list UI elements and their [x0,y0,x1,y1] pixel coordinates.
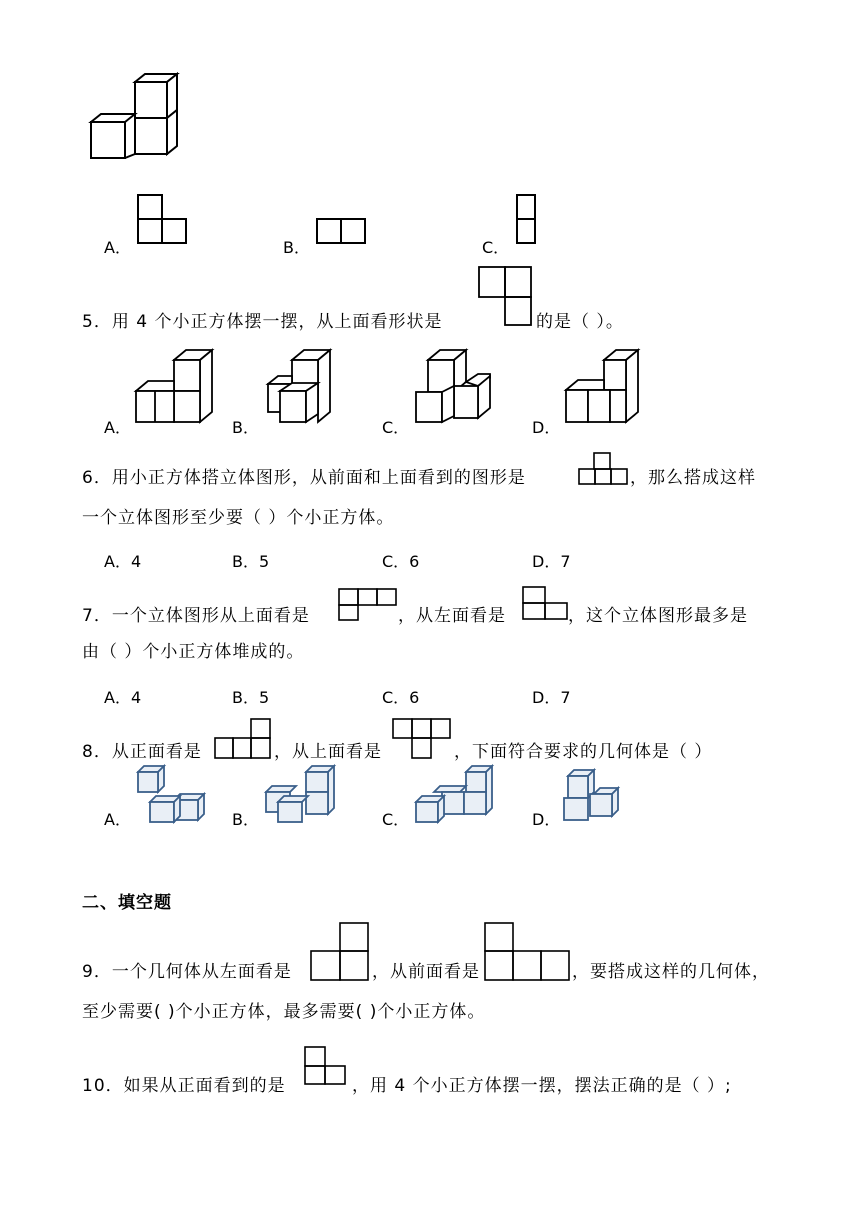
q7-option-c[interactable]: C．6 [382,688,420,707]
q8-option-d-figure [562,764,624,826]
q7-option-a[interactable]: A．4 [104,688,142,707]
q8-option-a-figure [134,764,212,826]
q4-option-c-label[interactable]: C． [482,238,510,257]
q8-option-b-label[interactable]: B． [232,810,259,829]
q8-option-b-figure [262,764,340,826]
q9-left-view-figure [310,922,372,984]
section-heading-fill-blank: 二、填空题 [82,893,172,913]
q9-line1-middle: ，从前面看是 [372,962,480,982]
q6-line1-end: ，那么搭成这样 [630,468,756,488]
q8-top-view-figure [392,718,454,762]
q7-top-view-figure [338,588,398,622]
q6-line1-start: 6．用小正方体搭立体图形，从前面和上面看到的图形是 [82,468,526,488]
q7-line2: 由（ ）个小正方体堆成的。 [82,642,305,662]
q6-view-figure [578,452,630,486]
q4-option-c-figure [516,194,538,246]
q5-option-a-label[interactable]: A． [104,418,131,437]
q5-text-start: 5．用 4 个小正方体摆一摆，从上面看形状是 [82,312,443,332]
q6-option-d[interactable]: D．7 [532,552,571,571]
q5-option-c-label[interactable]: C． [382,418,410,437]
q8-front-view-figure [214,718,274,762]
q8-option-c-figure [414,764,494,826]
q4-option-b-label[interactable]: B． [283,238,310,257]
q8-option-c-label[interactable]: C． [382,810,410,829]
q5-option-d-label[interactable]: D． [532,418,561,437]
q7-line1-end: ，这个立体图形最多是 [568,606,748,626]
q8-option-d-label[interactable]: D． [532,810,561,829]
q5-option-b-label[interactable]: B． [232,418,259,437]
q7-left-view-figure [522,586,570,622]
q9-line2: 至少需要( )个小正方体，最多需要( )个小正方体。 [82,1002,486,1022]
q9-line1-end: ，要搭成这样的几何体， [572,962,770,982]
q10-text-start: 10．如果从正面看到的是 [82,1076,286,1096]
q6-option-c[interactable]: C．6 [382,552,420,571]
q7-option-b[interactable]: B．5 [232,688,270,707]
q7-line1-middle: ，从左面看是 [398,606,506,626]
q7-option-d[interactable]: D．7 [532,688,571,707]
q8-text-end: ，下面符合要求的几何体是（ ） [454,742,713,762]
q4-cube-figure [80,70,190,170]
q8-text-middle: ，从上面看是 [274,742,382,762]
q7-line1-start: 7．一个立体图形从上面看是 [82,606,310,626]
q10-front-view-figure [304,1046,348,1088]
q6-line2: 一个立体图形至少要（ ）个小正方体。 [82,508,395,528]
q8-option-a-label[interactable]: A． [104,810,131,829]
q5-top-view-figure [478,266,534,328]
q8-text-start: 8．从正面看是 [82,742,202,762]
q9-line1-start: 9．一个几何体从左面看是 [82,962,292,982]
q5-option-a-figure [134,346,218,428]
q4-option-b-figure [316,218,368,246]
q4-option-a-figure [137,194,189,246]
q6-option-a[interactable]: A．4 [104,552,142,571]
q9-front-view-figure [484,922,572,984]
q4-option-a-label[interactable]: A． [104,238,131,257]
q5-option-d-figure [562,346,642,428]
q10-text-end: ，用 4 个小正方体摆一摆，摆法正确的是（ ）; [352,1076,732,1096]
q5-text-end: 的是（ ）。 [536,312,624,332]
q5-option-c-figure [414,346,496,428]
q5-option-b-figure [266,346,336,428]
q6-option-b[interactable]: B．5 [232,552,270,571]
